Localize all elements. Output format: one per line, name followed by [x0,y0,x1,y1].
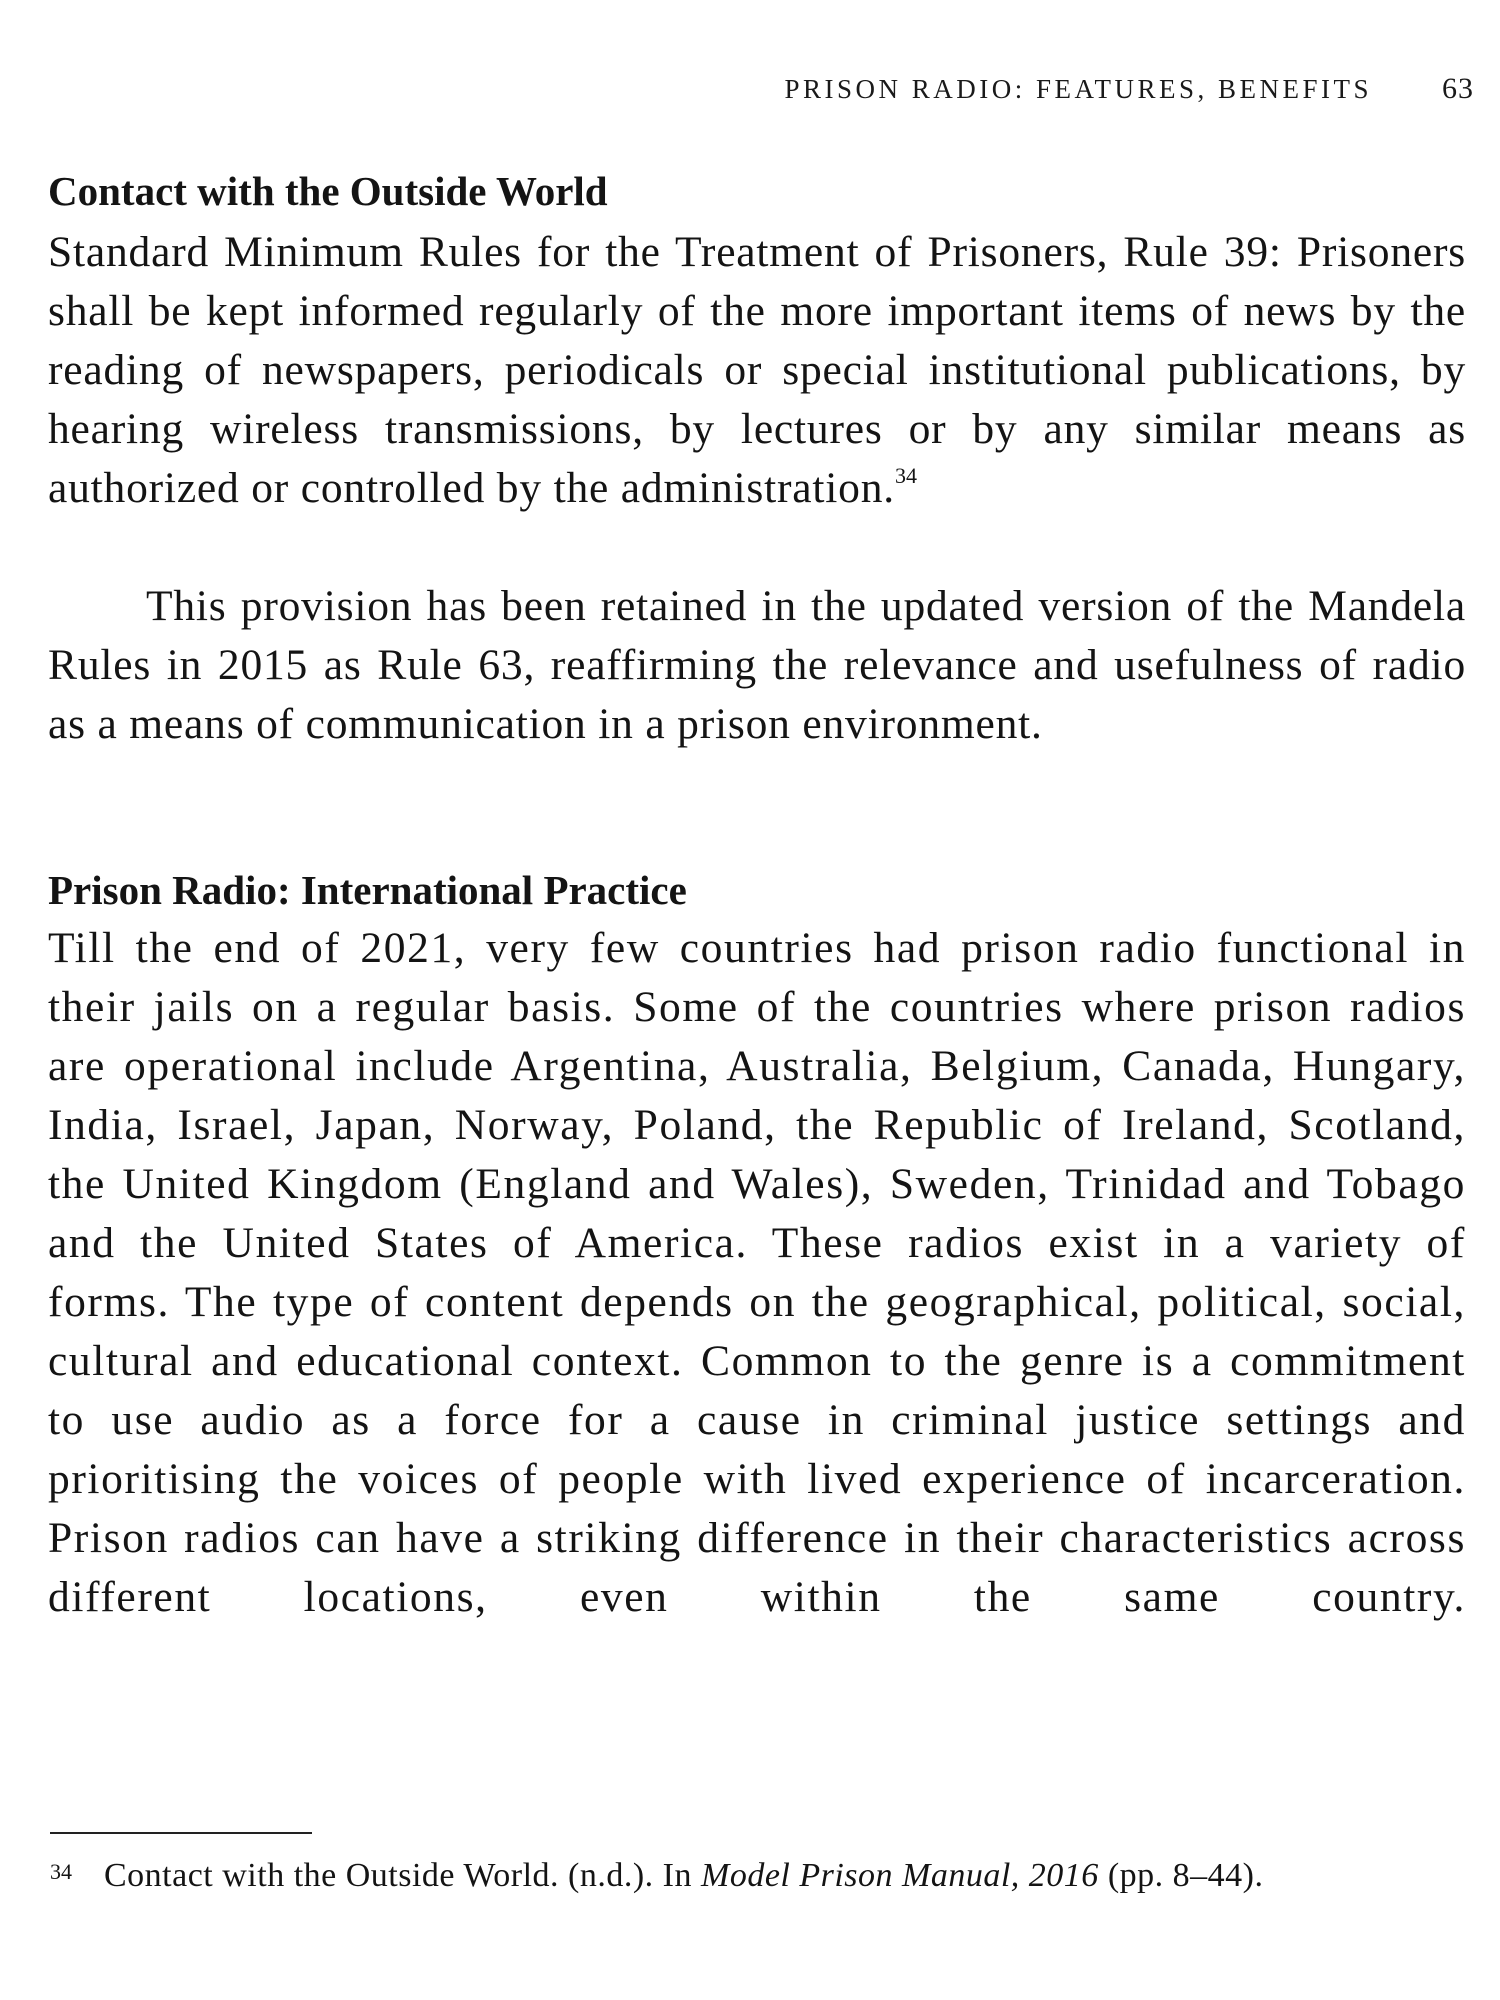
paragraph-international-practice: Till the end of 2021, very few countries had prison radio functional in their jails on a regular basis. Some of the countries where prison radios are operational include Argentina, Australia, Belgium, Canada, Hungary, India, Israel, Japan, Norway, Poland, the Republic of Ireland, Scotland, the United Kingdom (England and Wales), Sweden, Trinidad and Tobago and the United States of America. These radios exist in a variety of forms. The type of content depends on the geographical, political, social, cultural and educational context. Common to the genre is a commitment to use audio as a force for a cause in criminal justice settings and prioritising the voices of people with lived experience of incarceration. Prison radios can have a striking difference in their characteristics across different locations, even within the same country. [48,924,1466,1621]
running-head-title: PRISON RADIO: FEATURES, BENEFITS [784,74,1372,104]
paragraph-rule-39 [48,223,1466,518]
running-head [0,72,1474,112]
footnote-text-after: (pp. 8–44). [1098,1857,1264,1894]
footnote-text-before: Contact with the Outside World. (n.d.). In [104,1857,701,1894]
footnote-divider [50,1832,312,1834]
footnote-reference[interactable]: 34 [894,462,917,488]
footnote-body [104,1852,1464,1899]
footnote [50,1852,1470,1899]
section-heading-international-practice: Prison Radio: International Practice [48,867,687,913]
section-heading-outside-world: Contact with the Outside World [48,168,608,214]
footnote-number: 34 [50,1859,72,1884]
page-number: 63 [1442,72,1474,105]
footnote-title: Model Prison Manual, 2016 [701,1857,1099,1894]
paragraph-rule-39-text: Standard Minimum Rules for the Treatment of Prisoners, Rule 39: Prisoners shall be kept informed regularly of the more important items of news by the reading of newspapers, periodicals or special institutional publications, by hearing wireless transmissions, by lectures or by any similar means as authorized or controlled by the administration. [48,228,1466,512]
paragraph-mandela-rules: This provision has been retained in the updated version of the Mandela Rules in 2015 as Rule 63, reaffirming the relevance and usefulness of radio as a means of communication in a prison environment. [48,582,1466,748]
